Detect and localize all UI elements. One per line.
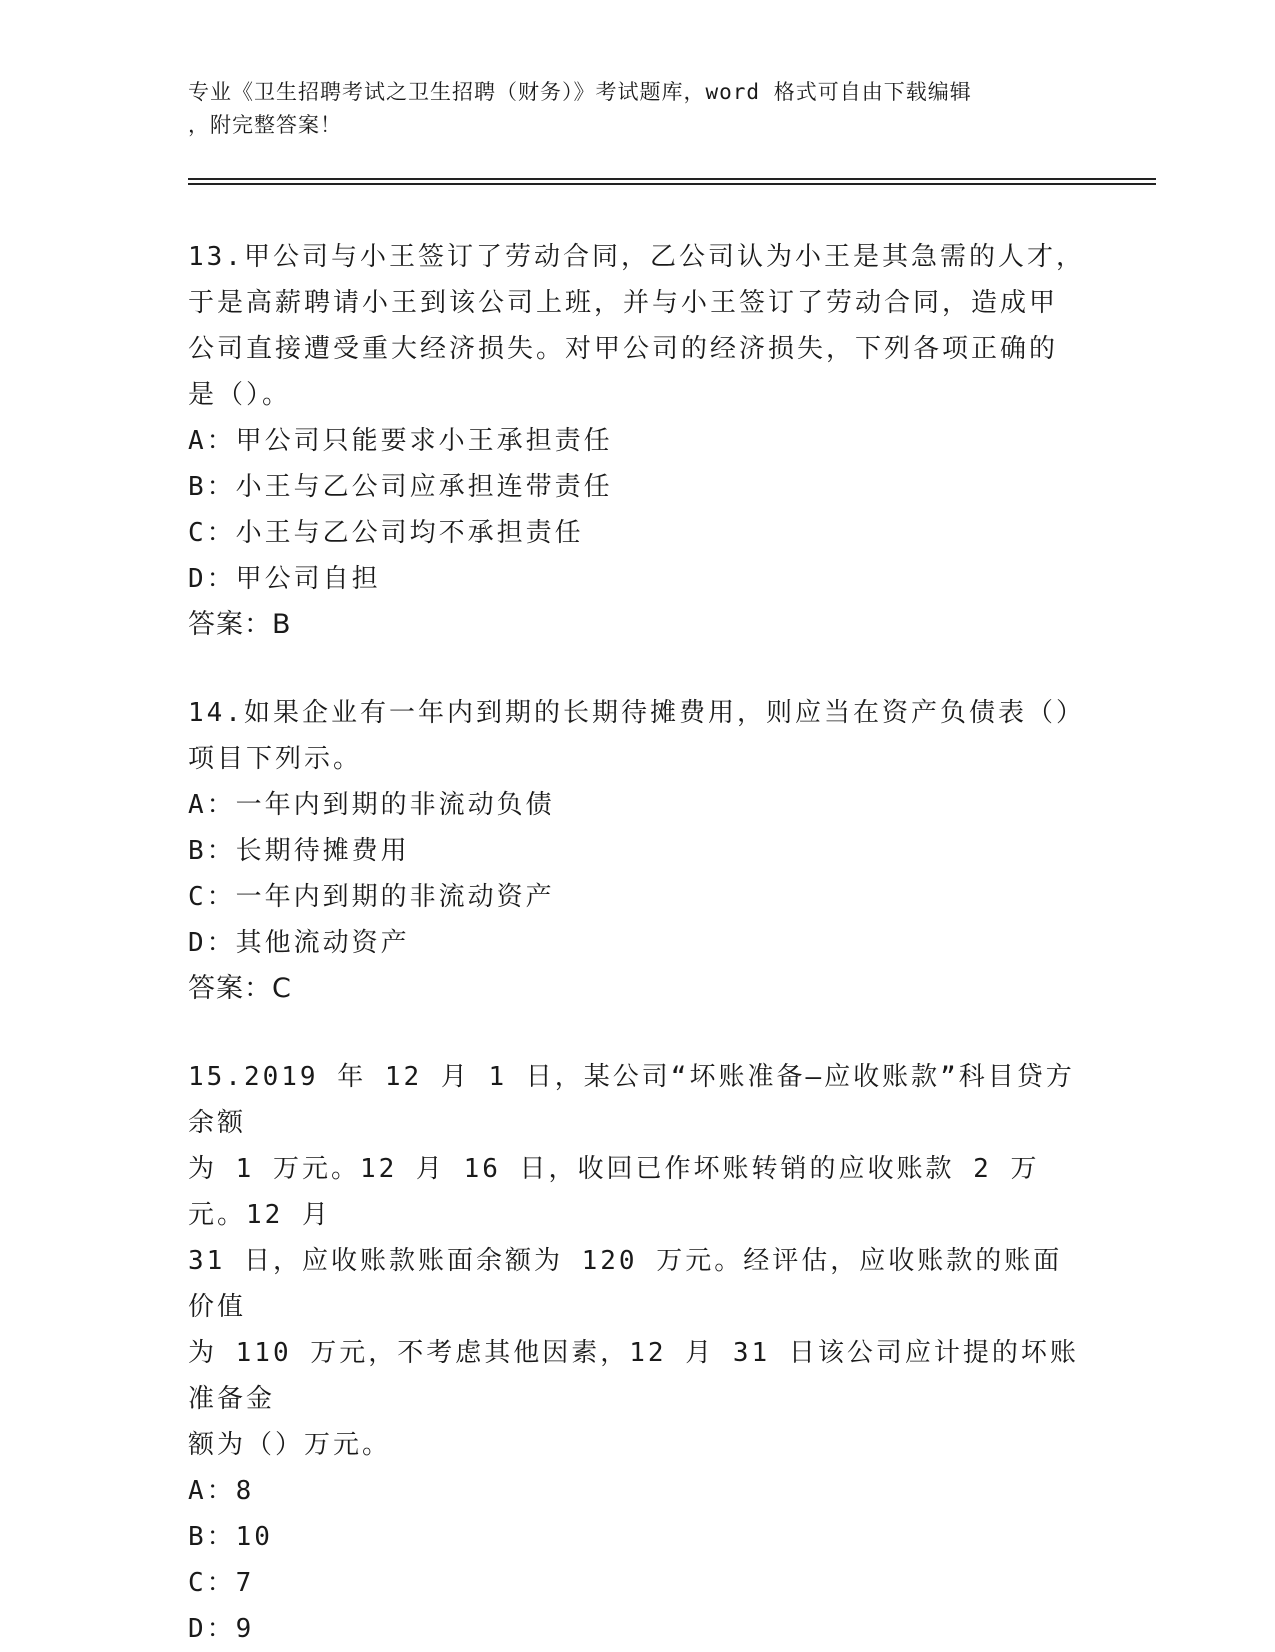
option-b: B：10 bbox=[188, 1522, 273, 1552]
option-c: C：小王与乙公司均不承担责任 bbox=[188, 518, 584, 548]
answer-line: 答案：B bbox=[188, 609, 292, 640]
option-a: A：甲公司只能要求小王承担责任 bbox=[188, 426, 613, 456]
question-stem-line: 15.2019 年 12 月 1 日，某公司“坏账准备—应收账款”科目贷方余额 bbox=[188, 1062, 1075, 1138]
answer-line: 答案：C bbox=[188, 973, 292, 1004]
question-15 bbox=[188, 1054, 1088, 1652]
option-d: D：甲公司自担 bbox=[188, 564, 381, 594]
question-13 bbox=[188, 234, 1088, 648]
question-stem-line: 14.如果企业有一年内到期的长期待摊费用，则应当在资产负债表（） bbox=[188, 698, 1085, 728]
document-header bbox=[188, 76, 1068, 142]
question-stem-line: 额为（）万元。 bbox=[188, 1430, 392, 1460]
header-line-2: ，附完整答案！ bbox=[188, 113, 342, 137]
question-stem-line: 公司直接遭受重大经济损失。对甲公司的经济损失，下列各项正确的 bbox=[188, 334, 1059, 364]
question-stem-line: 于是高薪聘请小王到该公司上班，并与小王签订了劳动合同，造成甲 bbox=[188, 288, 1059, 318]
option-c: C：7 bbox=[188, 1568, 255, 1598]
question-stem-line: 13.甲公司与小王签订了劳动合同，乙公司认为小王是其急需的人才， bbox=[188, 242, 1085, 272]
question-stem-line: 是（）。 bbox=[188, 380, 292, 410]
question-stem-line: 项目下列示。 bbox=[188, 744, 363, 774]
question-stem-line: 为 1 万元。12 月 16 日，收回已作坏账转销的应收账款 2 万元。12 月 bbox=[188, 1154, 1040, 1230]
option-a: A：8 bbox=[188, 1476, 255, 1506]
option-b: B：长期待摊费用 bbox=[188, 836, 410, 866]
option-d: D：9 bbox=[188, 1614, 255, 1644]
question-stem-line: 为 110 万元，不考虑其他因素，12 月 31 日该公司应计提的坏账准备金 bbox=[188, 1338, 1079, 1414]
option-d: D：其他流动资产 bbox=[188, 928, 410, 958]
question-stem-line: 31 日，应收账款账面余额为 120 万元。经评估，应收账款的账面价值 bbox=[188, 1246, 1063, 1322]
option-b: B：小王与乙公司应承担连带责任 bbox=[188, 472, 613, 502]
question-14 bbox=[188, 690, 1088, 1012]
option-a: A：一年内到期的非流动负债 bbox=[188, 790, 555, 820]
header-divider-top bbox=[188, 178, 1156, 180]
header-line-1: 专业《卫生招聘考试之卫生招聘（财务）》考试题库，word 格式可自由下载编辑 bbox=[188, 80, 972, 104]
header-divider-bottom bbox=[188, 183, 1156, 185]
option-c: C：一年内到期的非流动资产 bbox=[188, 882, 555, 912]
